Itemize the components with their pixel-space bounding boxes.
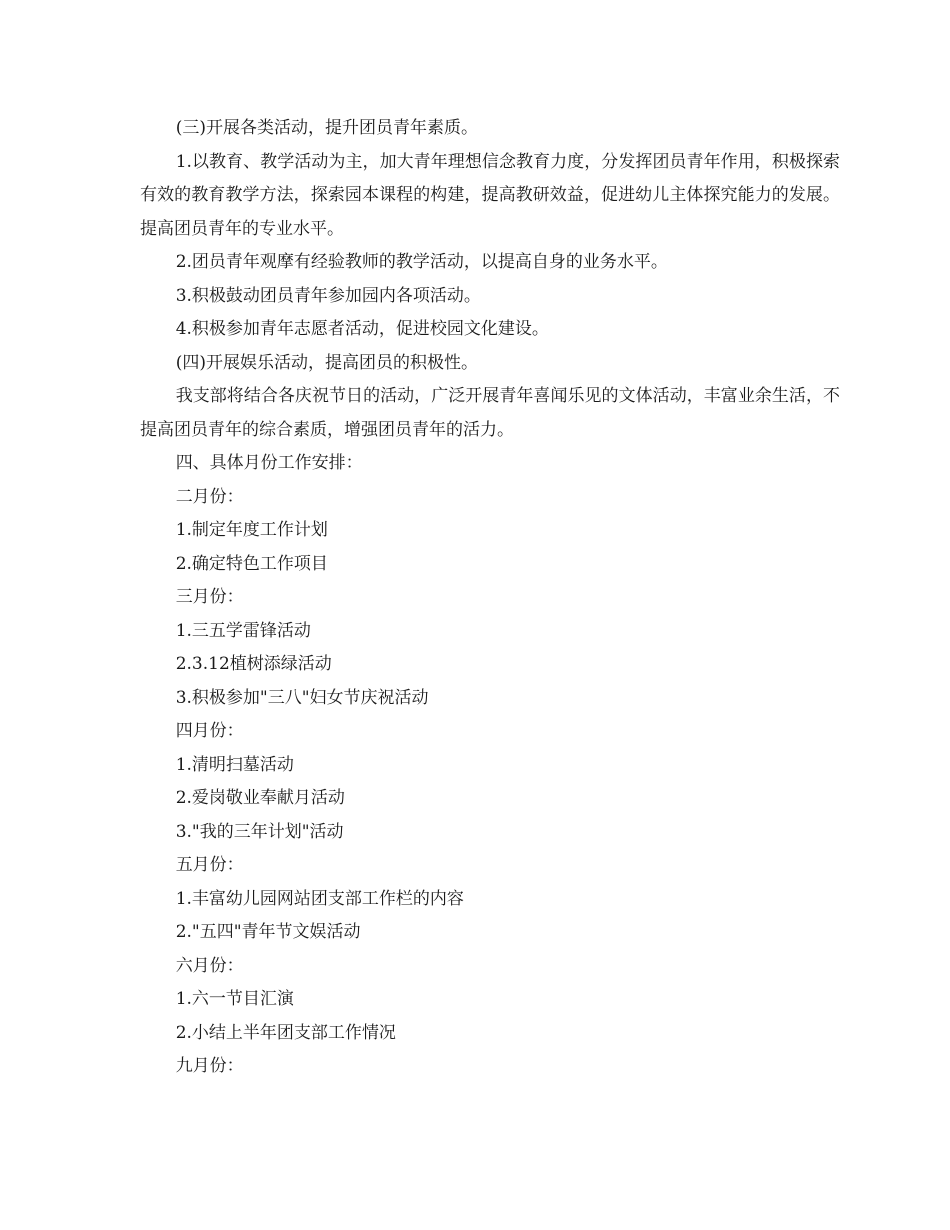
month-heading: 六月份： — [175, 955, 244, 976]
list-item: 1.六一节目汇演 — [175, 989, 294, 1009]
section-heading: (四)开展娱乐活动，提高团员的积极性。 — [175, 352, 478, 373]
paragraph: 3.积极鼓动团员青年参加园内各项活动。 — [175, 285, 481, 306]
month-heading: 三月份： — [175, 587, 244, 607]
list-item: 1.丰富幼儿园网站团支部工作栏的内容 — [175, 888, 464, 909]
list-item: 2.3.12植树添绿活动 — [175, 654, 332, 674]
list-item: 2.爱岗敬业奉献月活动 — [175, 788, 345, 808]
month-heading: 四月份： — [175, 721, 244, 741]
month-heading: 九月份： — [175, 1056, 244, 1076]
paragraph: 2.团员青年观摩有经验教师的教学活动，以提高自身的业务水平。 — [175, 252, 668, 272]
paragraph: 我支部将结合各庆祝节日的活动，广泛开展青年喜闻乐见的文体活动，丰富业余生活，不提高团员青年的综合素质，增强团员青年的活力。 — [140, 386, 840, 440]
list-item: 2."五四"青年节文娱活动 — [175, 922, 361, 942]
list-item: 3.积极参加"三八"妇女节庆祝活动 — [175, 687, 429, 708]
section-heading: (三)开展各类活动，提升团员青年素质。 — [175, 118, 478, 138]
list-item: 1.制定年度工作计划 — [175, 520, 328, 540]
month-heading: 五月份： — [175, 855, 244, 875]
paragraph: 4.积极参加青年志愿者活动，促进校园文化建设。 — [175, 319, 549, 339]
list-item: 3."我的三年计划"活动 — [175, 821, 344, 842]
list-item: 2.确定特色工作项目 — [175, 553, 328, 574]
list-item: 1.三五学雷锋活动 — [175, 620, 311, 641]
document-body — [140, 112, 840, 1084]
paragraph: 1.以教育、教学活动为主，加大青年理想信念教育力度，分发挥团员青年作用，积极探索有效的教育教学方法，探索园本课程的构建，提高教研效益，促进幼儿主体探究能力的发展。提高团员青年的专业水平。 — [140, 151, 840, 239]
section-heading: 四、具体月份工作安排： — [175, 453, 363, 473]
month-heading: 二月份： — [175, 486, 244, 507]
list-item: 1.清明扫墓活动 — [175, 754, 294, 775]
list-item: 2.小结上半年团支部工作情况 — [175, 1022, 396, 1043]
